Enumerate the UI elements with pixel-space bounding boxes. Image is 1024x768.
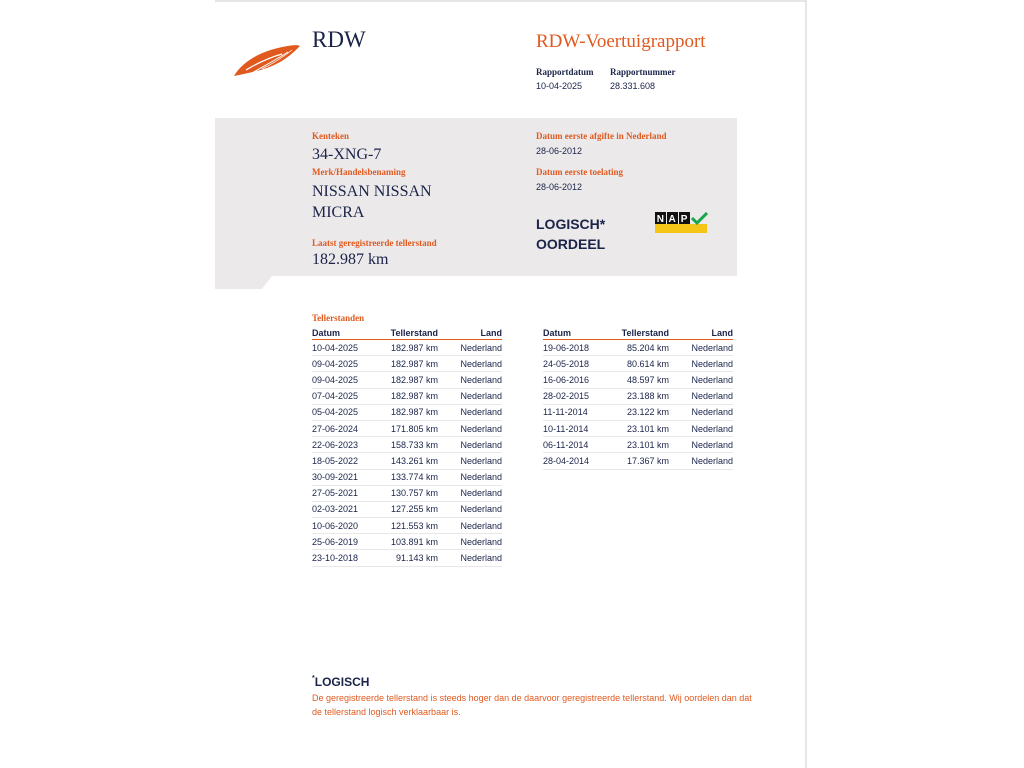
cell-datum: 09-04-2025 xyxy=(312,356,380,372)
cell-land: Nederland xyxy=(438,453,502,469)
cell-land: Nederland xyxy=(438,534,502,550)
cell-datum: 30-09-2021 xyxy=(312,469,380,485)
cell-datum: 23-10-2018 xyxy=(312,550,380,566)
cell-datum: 19-06-2018 xyxy=(543,340,611,356)
merk-label: Merk/Handelsbenaming xyxy=(312,167,406,177)
table-row xyxy=(312,485,502,501)
cell-tellerstand: 158.733 km xyxy=(380,437,438,453)
cell-datum: 10-06-2020 xyxy=(312,518,380,534)
cell-land: Nederland xyxy=(438,404,502,420)
cell-tellerstand: 143.261 km xyxy=(380,453,438,469)
footnote-text: De geregistreerde tellerstand is steeds hoger dan de daarvoor geregistreerde tellerstand. Wij oordelen dan dat de tellerstand logisch verklaarbaar is. xyxy=(312,693,752,717)
eerste-afgifte-label: Datum eerste afgifte in Nederland xyxy=(536,131,667,141)
rapportnummer-label: Rapportnummer xyxy=(610,67,676,77)
cell-datum: 24-05-2018 xyxy=(543,356,611,372)
table-row xyxy=(312,550,502,566)
table-row xyxy=(312,420,502,436)
cell-land: Nederland xyxy=(438,420,502,436)
table-row xyxy=(543,453,733,469)
cell-land: Nederland xyxy=(438,550,502,566)
cell-datum: 28-04-2014 xyxy=(543,453,611,469)
cell-datum: 25-06-2019 xyxy=(312,534,380,550)
table-row xyxy=(543,404,733,420)
kenteken-label: Kenteken xyxy=(312,131,349,141)
table-row xyxy=(312,404,502,420)
rapportdatum-value: 10-04-2025 xyxy=(536,81,583,91)
cell-datum: 02-03-2021 xyxy=(312,501,380,517)
table-row xyxy=(543,388,733,404)
footnote-title xyxy=(312,675,369,689)
col-datum: Datum xyxy=(312,327,380,340)
cell-tellerstand: 127.255 km xyxy=(380,501,438,517)
cell-datum: 22-06-2023 xyxy=(312,437,380,453)
rapportnummer-value: 28.331.608 xyxy=(610,81,656,91)
cell-land: Nederland xyxy=(669,453,733,469)
oordeel-line2: OORDEEL xyxy=(536,236,606,252)
cell-tellerstand: 121.553 km xyxy=(380,518,438,534)
cell-datum: 28-02-2015 xyxy=(543,388,611,404)
cell-tellerstand: 23.101 km xyxy=(611,420,669,436)
col-tellerstand: Tellerstand xyxy=(611,327,669,340)
cell-land: Nederland xyxy=(438,485,502,501)
cell-tellerstand: 133.774 km xyxy=(380,469,438,485)
cell-land: Nederland xyxy=(669,404,733,420)
cell-tellerstand: 23.101 km xyxy=(611,437,669,453)
table-row xyxy=(312,518,502,534)
cell-tellerstand: 23.122 km xyxy=(611,404,669,420)
cell-datum: 10-11-2014 xyxy=(543,420,611,436)
table-row xyxy=(312,340,502,356)
footnote-mark: * xyxy=(312,675,315,682)
cell-land: Nederland xyxy=(438,501,502,517)
table-row xyxy=(543,340,733,356)
table-row xyxy=(543,356,733,372)
rdw-logo-icon xyxy=(232,40,302,78)
table-row xyxy=(543,372,733,388)
nap-letter-a: A xyxy=(668,214,676,225)
merk-value-line2: MICRA xyxy=(312,204,365,221)
eerste-afgifte-value: 28-06-2012 xyxy=(536,146,583,156)
cell-datum: 11-11-2014 xyxy=(543,404,611,420)
table-row xyxy=(312,469,502,485)
cell-datum: 18-05-2022 xyxy=(312,453,380,469)
col-land: Land xyxy=(669,327,733,340)
nap-checkmark-icon xyxy=(655,212,709,234)
tellerstanden-title: Tellerstanden xyxy=(312,313,365,323)
table-row xyxy=(312,356,502,372)
table-row xyxy=(312,501,502,517)
table-row xyxy=(543,420,733,436)
cell-tellerstand: 23.188 km xyxy=(611,388,669,404)
cell-datum: 05-04-2025 xyxy=(312,404,380,420)
col-tellerstand: Tellerstand xyxy=(380,327,438,340)
cell-land: Nederland xyxy=(438,372,502,388)
cell-land: Nederland xyxy=(438,340,502,356)
cell-land: Nederland xyxy=(669,356,733,372)
vehicle-summary-panel xyxy=(215,118,737,276)
tellerstanden-table-left xyxy=(312,327,502,567)
brand-name: RDW xyxy=(312,27,366,52)
cell-datum: 27-06-2024 xyxy=(312,420,380,436)
cell-tellerstand: 80.614 km xyxy=(611,356,669,372)
tellerstand-label: Laatst geregistreerde tellerstand xyxy=(312,238,437,248)
cell-datum: 06-11-2014 xyxy=(543,437,611,453)
nap-letter-n: N xyxy=(656,214,665,225)
cell-tellerstand: 182.987 km xyxy=(380,404,438,420)
table-header-row xyxy=(543,327,733,340)
cell-land: Nederland xyxy=(669,420,733,436)
cell-datum: 10-04-2025 xyxy=(312,340,380,356)
cell-land: Nederland xyxy=(669,372,733,388)
kenteken-value: 34-XNG-7 xyxy=(312,146,382,163)
merk-value-line1: NISSAN NISSAN xyxy=(312,183,432,200)
cell-land: Nederland xyxy=(669,437,733,453)
cell-tellerstand: 130.757 km xyxy=(380,485,438,501)
cell-datum: 07-04-2025 xyxy=(312,388,380,404)
table-row xyxy=(312,453,502,469)
cell-land: Nederland xyxy=(438,356,502,372)
table-row xyxy=(543,437,733,453)
cell-tellerstand: 182.987 km xyxy=(380,388,438,404)
cell-land: Nederland xyxy=(438,518,502,534)
cell-datum: 09-04-2025 xyxy=(312,372,380,388)
cell-datum: 27-05-2021 xyxy=(312,485,380,501)
col-land: Land xyxy=(438,327,502,340)
cell-land: Nederland xyxy=(669,340,733,356)
cell-land: Nederland xyxy=(669,388,733,404)
table-row xyxy=(312,388,502,404)
col-datum: Datum xyxy=(543,327,611,340)
tellerstanden-table-right xyxy=(543,327,733,470)
eerste-toelating-value: 28-06-2012 xyxy=(536,182,583,192)
report-title: RDW-Voertuigrapport xyxy=(536,31,706,52)
cell-tellerstand: 182.987 km xyxy=(380,356,438,372)
cell-tellerstand: 182.987 km xyxy=(380,372,438,388)
cell-tellerstand: 85.204 km xyxy=(611,340,669,356)
nap-letter-p: P xyxy=(680,214,688,225)
table-row xyxy=(312,534,502,550)
tellerstand-value: 182.987 km xyxy=(312,251,389,268)
table-header-row xyxy=(312,327,502,340)
oordeel-text xyxy=(536,214,605,254)
cell-tellerstand: 182.987 km xyxy=(380,340,438,356)
cell-land: Nederland xyxy=(438,469,502,485)
cell-tellerstand: 171.805 km xyxy=(380,420,438,436)
cell-tellerstand: 103.891 km xyxy=(380,534,438,550)
cell-tellerstand: 91.143 km xyxy=(380,550,438,566)
cell-tellerstand: 17.367 km xyxy=(611,453,669,469)
eerste-toelating-label: Datum eerste toelating xyxy=(536,167,623,177)
cell-land: Nederland xyxy=(438,437,502,453)
table-row xyxy=(312,372,502,388)
table-row xyxy=(312,437,502,453)
oordeel-line1: LOGISCH* xyxy=(536,216,606,232)
footnote-title-text: LOGISCH xyxy=(314,675,370,689)
rapportdatum-label: Rapportdatum xyxy=(536,67,594,77)
cell-datum: 16-06-2016 xyxy=(543,372,611,388)
cell-tellerstand: 48.597 km xyxy=(611,372,669,388)
cell-land: Nederland xyxy=(438,388,502,404)
